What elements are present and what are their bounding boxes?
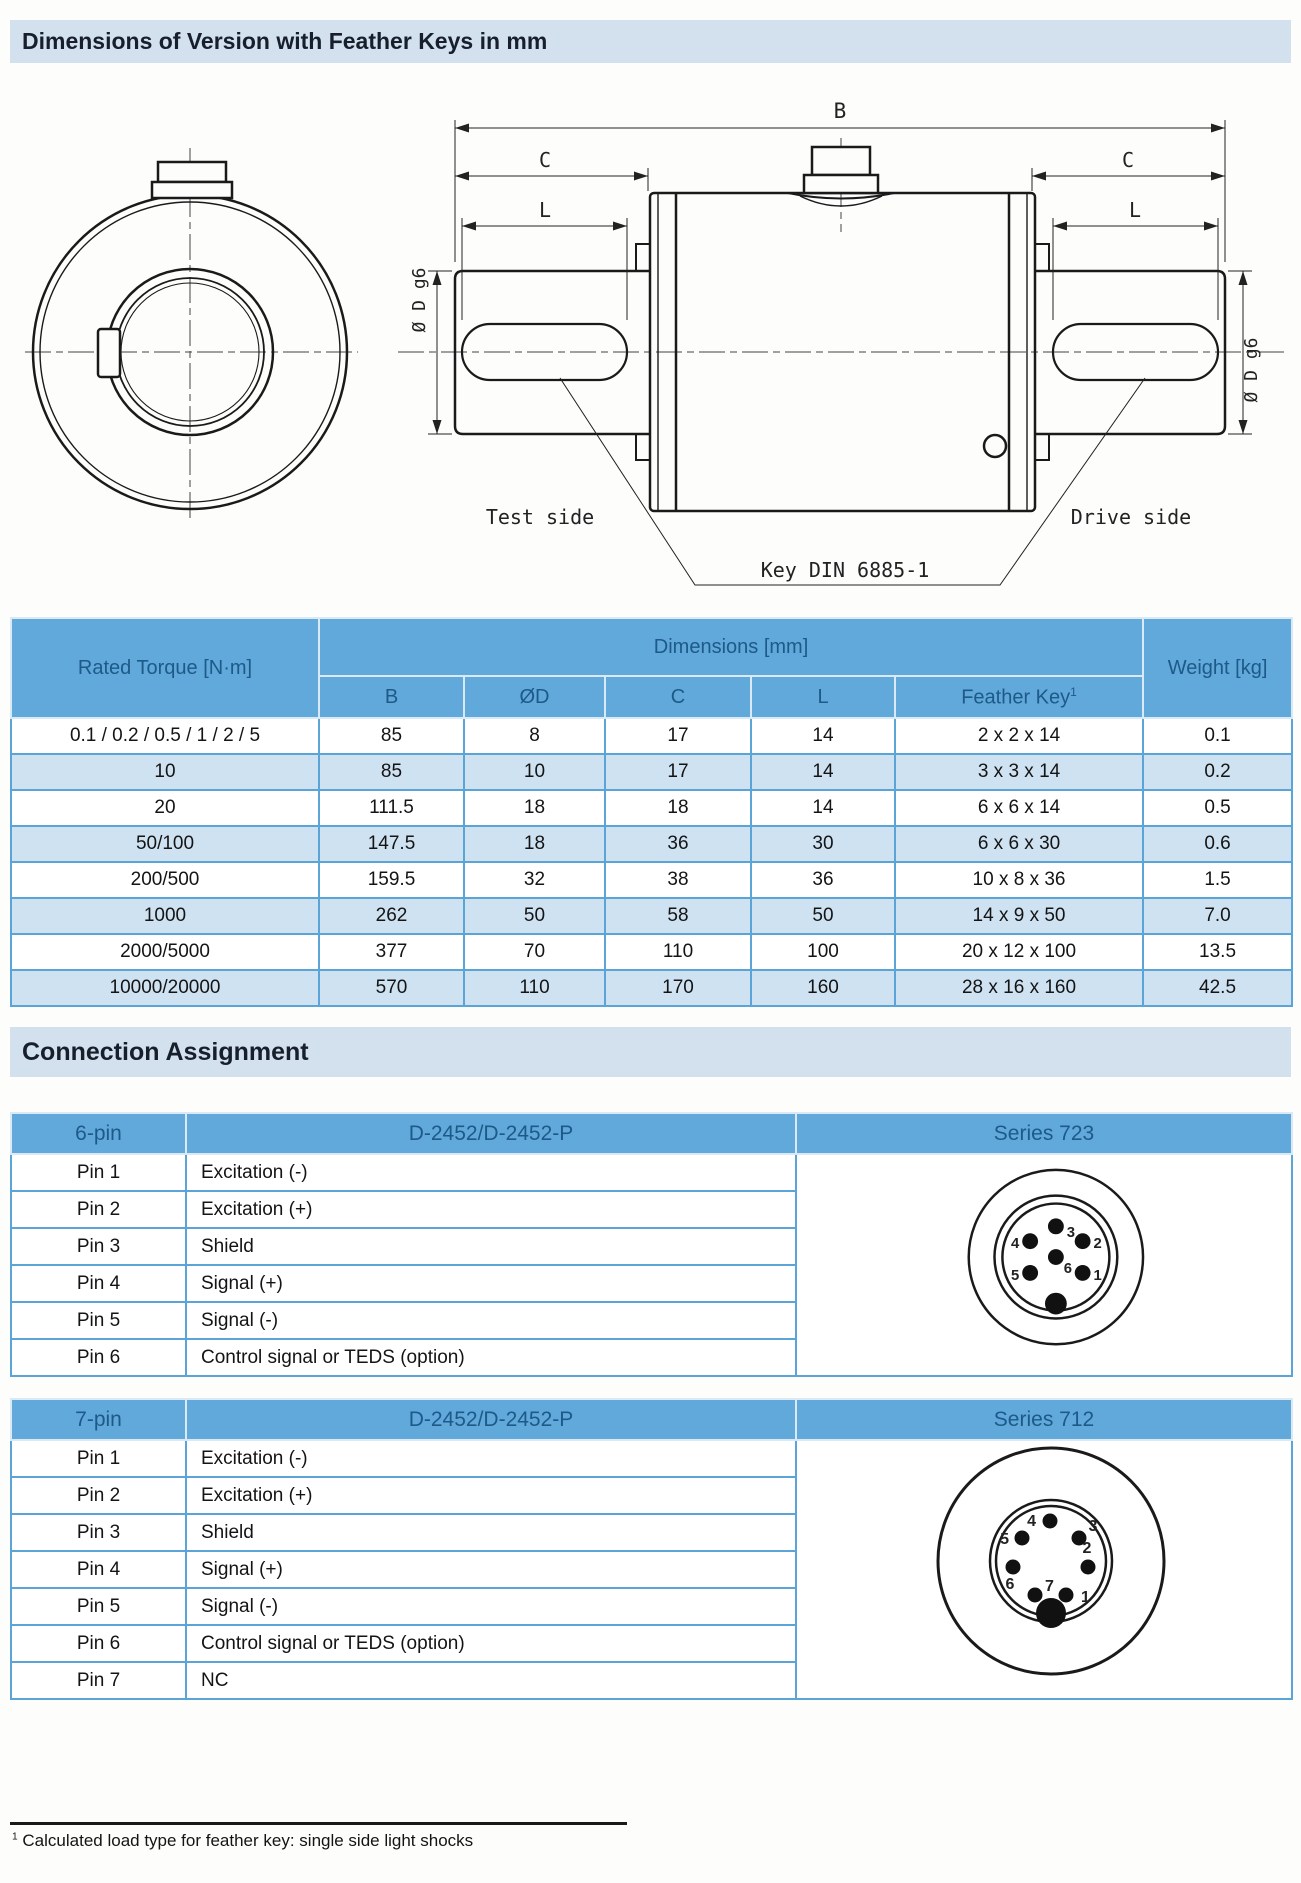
dim-label-b: B	[833, 99, 847, 123]
front-keyway	[98, 329, 120, 377]
col-header-d: ØD	[464, 676, 605, 718]
table-row	[11, 934, 1292, 970]
pin-description: Control signal or TEDS (option)	[186, 1625, 796, 1662]
page-title-band	[10, 20, 1291, 63]
cell-b: 147.5	[319, 826, 464, 862]
cell-l: 30	[751, 826, 895, 862]
cell-torque: 1000	[11, 898, 319, 934]
header-row	[11, 1113, 1292, 1154]
cell-feather: 20 x 12 x 100	[895, 934, 1143, 970]
pin-label-7: 7	[1045, 1578, 1054, 1595]
cell-weight: 42.5	[1143, 970, 1292, 1006]
pin-description: Signal (-)	[186, 1588, 796, 1625]
cell-b: 159.5	[319, 862, 464, 898]
cell-torque: 200/500	[11, 862, 319, 898]
pin-description: Control signal or TEDS (option)	[186, 1339, 796, 1376]
cell-torque: 20	[11, 790, 319, 826]
pin-description: Excitation (+)	[186, 1477, 796, 1514]
pin-number: Pin 4	[11, 1551, 186, 1588]
dim-label-c-left: C	[538, 148, 552, 172]
cell-weight: 13.5	[1143, 934, 1292, 970]
pin-label-2: 2	[1082, 1540, 1092, 1557]
cell-feather: 28 x 16 x 160	[895, 970, 1143, 1006]
cell-b: 85	[319, 754, 464, 790]
table-row	[11, 970, 1292, 1006]
col-header-series-712: Series 712	[796, 1399, 1292, 1440]
table-row	[11, 790, 1292, 826]
cell-l: 36	[751, 862, 895, 898]
cell-c: 110	[605, 934, 751, 970]
test-side-label: Test side	[485, 505, 595, 529]
header-row-1	[11, 618, 1292, 676]
col-header-l: L	[751, 676, 895, 718]
cell-weight: 0.6	[1143, 826, 1292, 862]
pin-label-5: 5	[1010, 1267, 1020, 1284]
header-row	[11, 1399, 1292, 1440]
pin-label-6: 6	[1063, 1260, 1073, 1277]
cell-torque: 2000/5000	[11, 934, 319, 970]
seven-pin-table	[10, 1398, 1293, 1700]
pin-number: Pin 2	[11, 1191, 186, 1228]
cell-c: 170	[605, 970, 751, 1006]
footnote-text: Calculated load type for feather key: single side light shocks	[22, 1831, 474, 1850]
connector-notch	[1036, 1598, 1066, 1628]
body-hole	[984, 435, 1006, 457]
pin-row	[11, 1154, 1292, 1191]
connector-723-diagram	[798, 1158, 1290, 1366]
cell-b: 262	[319, 898, 464, 934]
table-row	[11, 754, 1292, 790]
cell-torque: 10000/20000	[11, 970, 319, 1006]
cell-b: 377	[319, 934, 464, 970]
pin-number: Pin 1	[11, 1440, 186, 1477]
cell-feather: 10 x 8 x 36	[895, 862, 1143, 898]
col-header-feather-key	[895, 676, 1143, 718]
col-header-6pin: 6-pin	[11, 1113, 186, 1154]
cell-c: 18	[605, 790, 751, 826]
feather-key-footnote-marker: 1	[1070, 684, 1077, 699]
pin-description: Excitation (-)	[186, 1154, 796, 1191]
key-leader-lines	[560, 378, 1145, 585]
dim-label-l-left: L	[538, 198, 552, 222]
cell-feather: 3 x 3 x 14	[895, 754, 1143, 790]
cell-weight: 0.1	[1143, 718, 1292, 754]
page-title: Dimensions of Version with Feather Keys in mm	[22, 28, 548, 54]
pin-number: Pin 6	[11, 1625, 186, 1662]
pin-row	[11, 1440, 1292, 1477]
side-connector	[812, 147, 870, 175]
cell-weight: 0.2	[1143, 754, 1292, 790]
cell-feather: 2 x 2 x 14	[895, 718, 1143, 754]
cell-l: 14	[751, 790, 895, 826]
cell-d: 70	[464, 934, 605, 970]
connector-712-pins	[1006, 1514, 1096, 1629]
cell-weight: 1.5	[1143, 862, 1292, 898]
pin-label-6: 6	[1005, 1576, 1015, 1593]
col-header-b: B	[319, 676, 464, 718]
pin-description: Excitation (+)	[186, 1191, 796, 1228]
pin-description: Signal (+)	[186, 1265, 796, 1302]
cell-torque: 0.1 / 0.2 / 0.5 / 1 / 2 / 5	[11, 718, 319, 754]
cell-b: 570	[319, 970, 464, 1006]
pin-description: Excitation (-)	[186, 1440, 796, 1477]
six-pin-table	[10, 1112, 1293, 1377]
pin-description: Shield	[186, 1228, 796, 1265]
cell-b: 111.5	[319, 790, 464, 826]
cell-weight: 0.5	[1143, 790, 1292, 826]
dia-label-right: Ø D g6	[1241, 337, 1262, 403]
cell-d: 8	[464, 718, 605, 754]
col-header-series-723: Series 723	[796, 1113, 1292, 1154]
cell-d: 110	[464, 970, 605, 1006]
pin-description: Shield	[186, 1514, 796, 1551]
pin-label-2: 2	[1093, 1236, 1102, 1253]
cell-feather: 6 x 6 x 30	[895, 826, 1143, 862]
feather-key-text: Feather Key	[961, 686, 1071, 709]
dimensions-table	[10, 617, 1293, 1007]
pin-number: Pin 2	[11, 1477, 186, 1514]
cell-c: 38	[605, 862, 751, 898]
cell-torque: 10	[11, 754, 319, 790]
cell-l: 50	[751, 898, 895, 934]
side-view	[455, 147, 1225, 511]
pin-label-1: 1	[1081, 1589, 1090, 1606]
pin-number: Pin 6	[11, 1339, 186, 1376]
col-header-weight: Weight [kg]	[1143, 618, 1292, 718]
technical-drawing	[0, 0, 1301, 612]
table-row	[11, 862, 1292, 898]
pin-description: Signal (+)	[186, 1551, 796, 1588]
connector-712-diagram	[798, 1445, 1290, 1688]
connector-723-pins	[1022, 1218, 1090, 1314]
cell-l: 160	[751, 970, 895, 1006]
cell-c: 17	[605, 718, 751, 754]
cell-c: 17	[605, 754, 751, 790]
cell-c: 58	[605, 898, 751, 934]
front-connector	[158, 162, 226, 182]
key-din-label: Key DIN 6885-1	[760, 558, 930, 582]
pin-number: Pin 4	[11, 1265, 186, 1302]
section-title: Connection Assignment	[22, 1037, 309, 1066]
pin-number: Pin 5	[11, 1588, 186, 1625]
footnote-marker: 1	[12, 1831, 18, 1843]
cell-torque: 50/100	[11, 826, 319, 862]
connector-notch	[1045, 1293, 1067, 1315]
connection-assignment-band	[10, 1027, 1291, 1077]
cell-d: 18	[464, 826, 605, 862]
pin-label-1: 1	[1093, 1267, 1102, 1284]
table-row	[11, 898, 1292, 934]
col-header-rated-torque: Rated Torque [N·m]	[11, 618, 319, 718]
cell-feather: 6 x 6 x 14	[895, 790, 1143, 826]
cell-d: 32	[464, 862, 605, 898]
table-row	[11, 826, 1292, 862]
pin-description: NC	[186, 1662, 796, 1699]
cell-l: 14	[751, 754, 895, 790]
col-header-c: C	[605, 676, 751, 718]
pin-label-5: 5	[1000, 1531, 1009, 1548]
cell-l: 100	[751, 934, 895, 970]
pin-label-4: 4	[1027, 1513, 1036, 1530]
pin-label-3: 3	[1088, 1518, 1098, 1535]
pin-number: Pin 5	[11, 1302, 186, 1339]
footnote	[12, 1831, 473, 1851]
col-header-model: D-2452/D-2452-P	[186, 1113, 796, 1154]
cell-l: 14	[751, 718, 895, 754]
pin-label-4: 4	[1010, 1236, 1020, 1253]
connector-712-cell	[796, 1440, 1292, 1699]
cell-d: 18	[464, 790, 605, 826]
cell-feather: 14 x 9 x 50	[895, 898, 1143, 934]
cell-d: 10	[464, 754, 605, 790]
pin-description: Signal (-)	[186, 1302, 796, 1339]
col-header-7pin: 7-pin	[11, 1399, 186, 1440]
dim-label-c-right: C	[1121, 148, 1135, 172]
cell-b: 85	[319, 718, 464, 754]
cell-weight: 7.0	[1143, 898, 1292, 934]
pin-label-3: 3	[1066, 1225, 1076, 1242]
table-row	[11, 718, 1292, 754]
cell-d: 50	[464, 898, 605, 934]
pin-number: Pin 1	[11, 1154, 186, 1191]
dim-label-l-right: L	[1128, 198, 1142, 222]
pin-number: Pin 3	[11, 1514, 186, 1551]
col-header-model: D-2452/D-2452-P	[186, 1399, 796, 1440]
col-header-dimensions: Dimensions [mm]	[319, 618, 1143, 676]
pin-number: Pin 7	[11, 1662, 186, 1699]
connector-723-cell	[796, 1154, 1292, 1376]
cell-c: 36	[605, 826, 751, 862]
dia-label-left: Ø D g6	[409, 267, 430, 333]
drive-side-label: Drive side	[1070, 505, 1192, 529]
pin-number: Pin 3	[11, 1228, 186, 1265]
footnote-divider	[10, 1822, 627, 1825]
